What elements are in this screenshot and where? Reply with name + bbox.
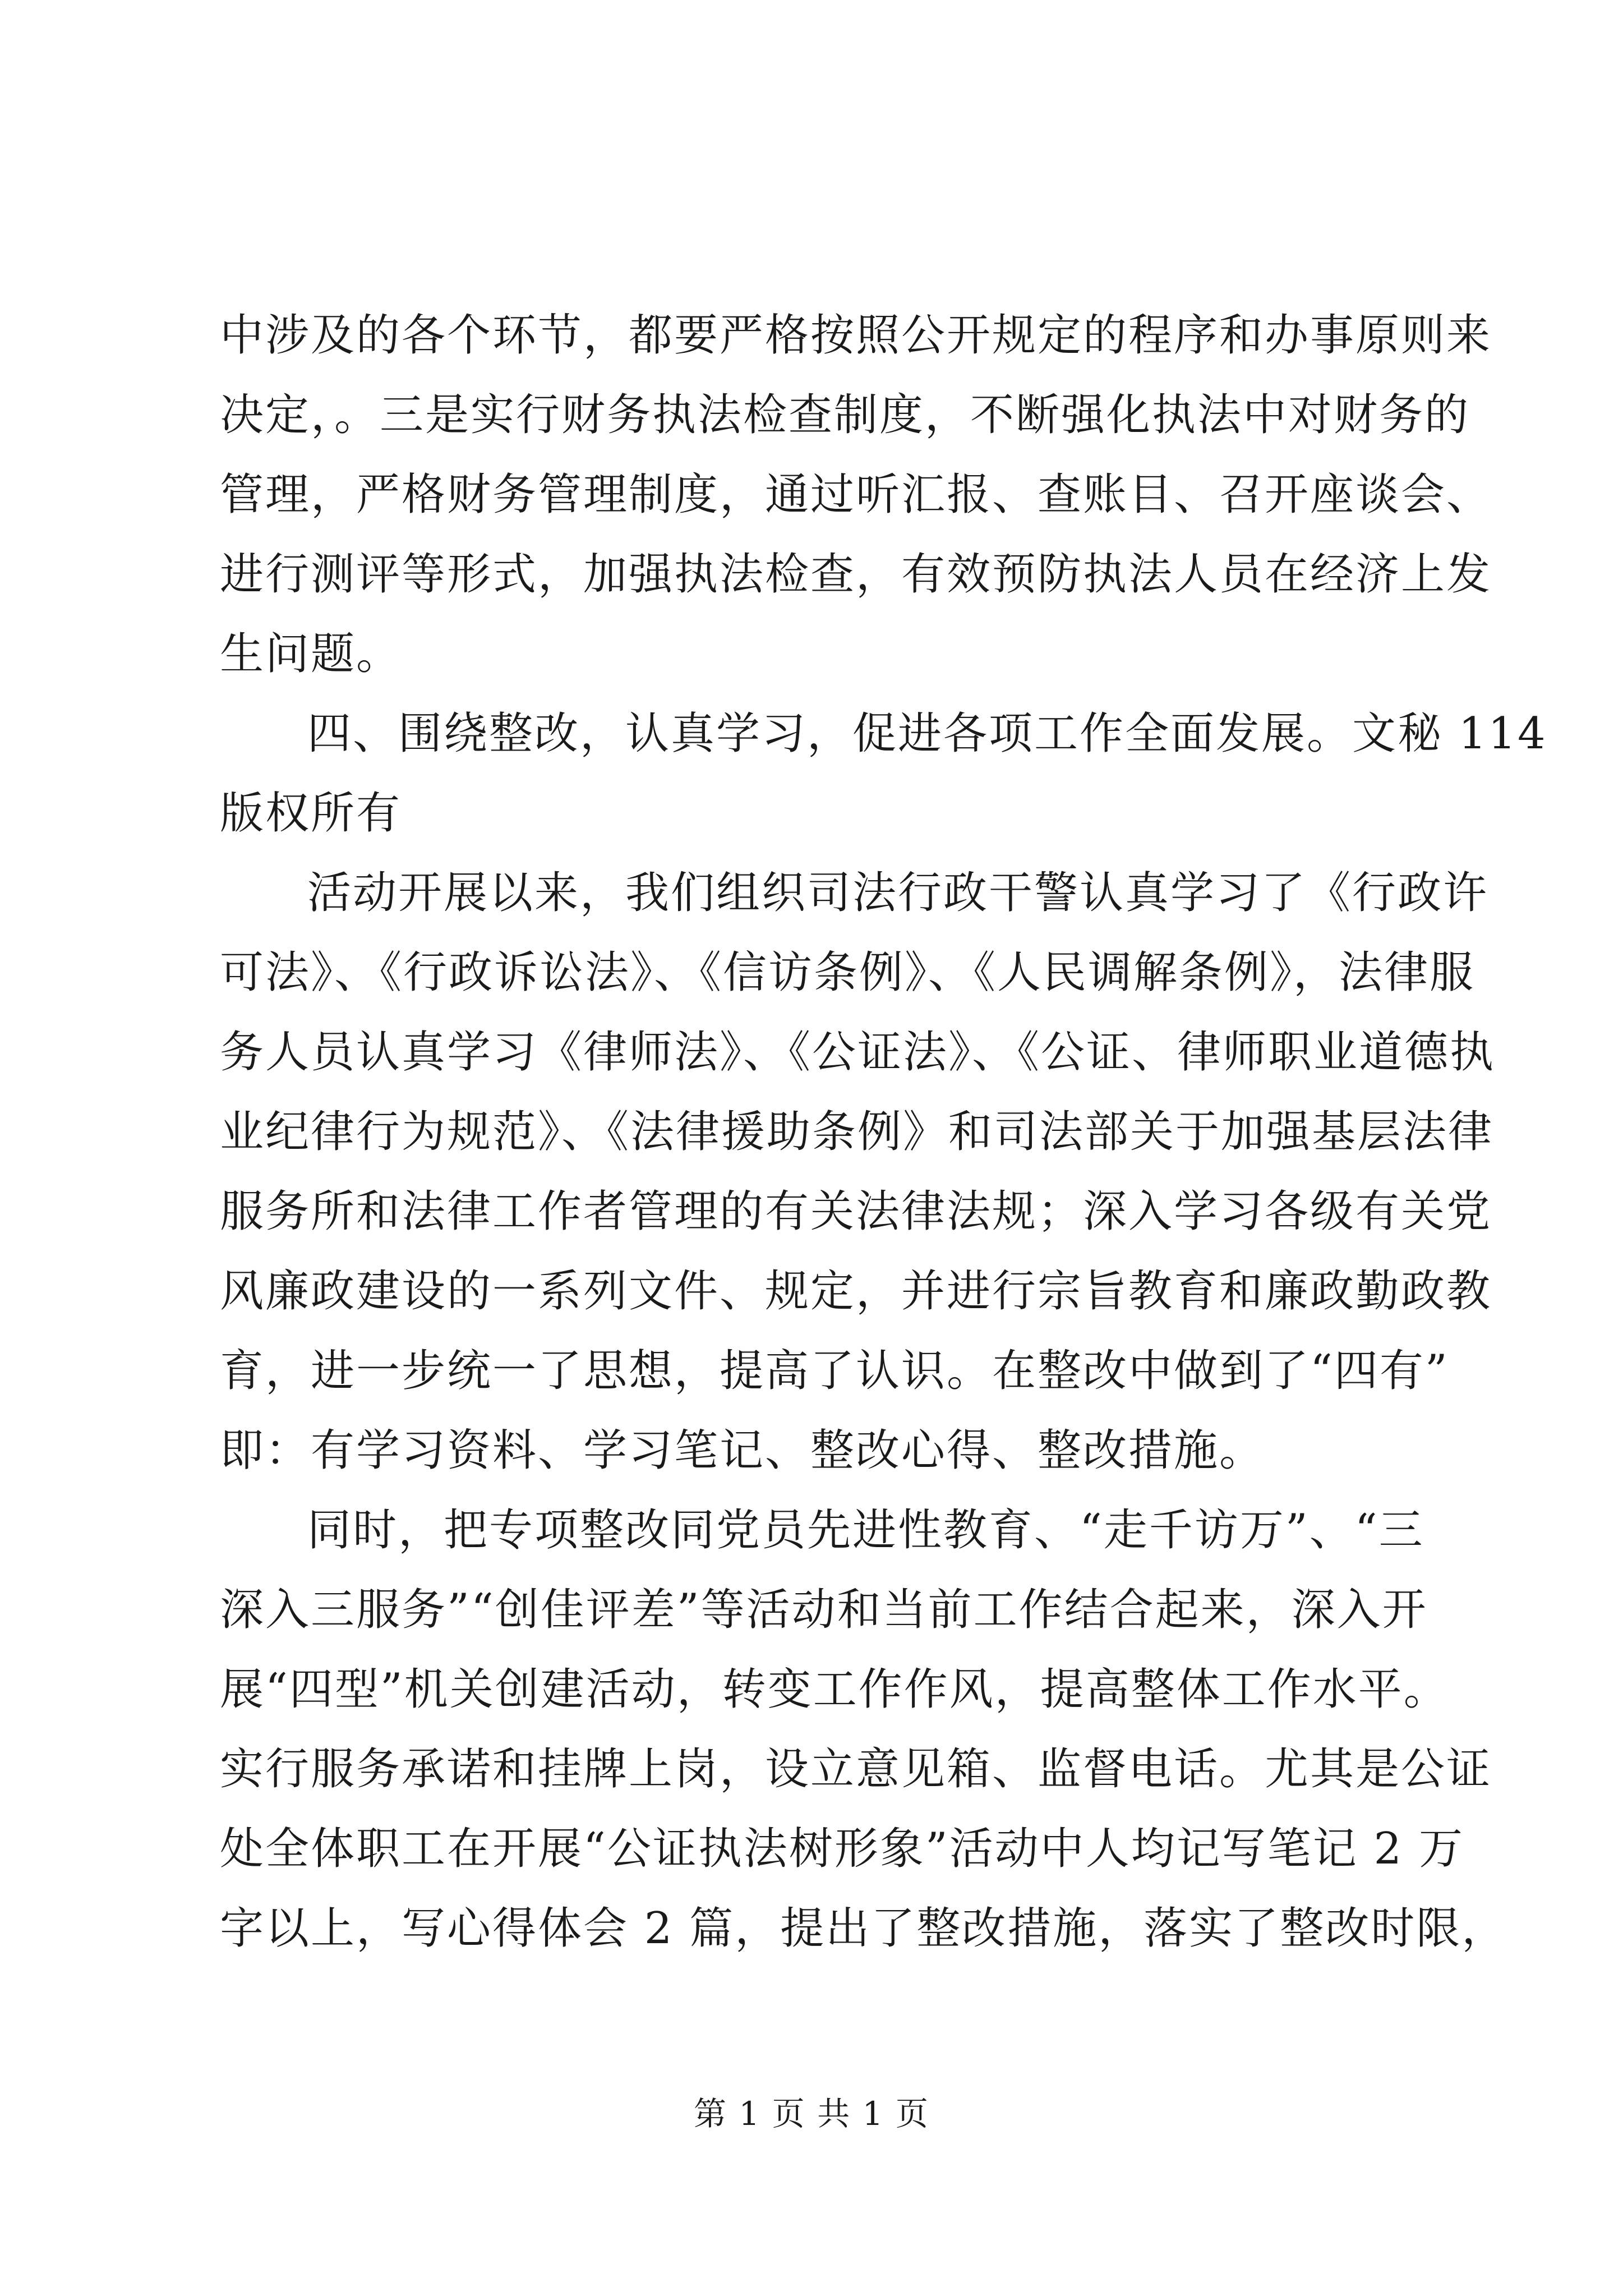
paragraph2-line-3: 展“四型”机关创建活动，转变工作作风，提高整体工作水平。 <box>220 1664 1449 1715</box>
paragraph2-line-1: 同时，把专项整改同党员先进性教育、“走千访万”、“三 <box>307 1505 1424 1556</box>
paragraph-line-1: 活动开展以来，我们组织司法行政干警认真学习了《行政许 <box>307 868 1489 918</box>
paragraph-line-4: 业纪律行为规范》、《法律援助条例》和司法部关于加强基层法律 <box>220 1107 1494 1157</box>
paragraph-line-3: 务人员认真学习《律师法》、《公证法》、《公证、律师职业道德执 <box>220 1027 1496 1078</box>
section-heading-line-1: 四、围绕整改，认真学习，促进各项工作全面发展。文秘 114 <box>307 708 1547 759</box>
paragraph-line-8: 即：有学习资料、学习笔记、整改心得、整改措施。 <box>220 1425 1265 1476</box>
paragraph-line-5: 服务所和法律工作者管理的有关法律法规；深入学习各级有关党 <box>220 1186 1492 1237</box>
body-line-4: 进行测评等形式，加强执法检查，有效预防执法人员在经济上发 <box>220 549 1492 600</box>
body-line-2: 决定，。三是实行财务执法检查制度，不断强化执法中对财务的 <box>220 390 1470 440</box>
paragraph2-line-6: 字以上，写心得体会 2 篇，提出了整改措施，落实了整改时限， <box>220 1903 1507 1954</box>
paragraph-line-6: 风廉政建设的一系列文件、规定，并进行宗旨教育和廉政勤政教 <box>220 1266 1492 1317</box>
body-line-5: 生问题。 <box>220 629 402 679</box>
page-number-footer: 第 1 页 共 1 页 <box>694 2095 929 2133</box>
paragraph-line-2: 可法》、《行政诉讼法》、《信访条例》、《人民调解条例》，法律服 <box>220 947 1476 998</box>
body-line-3: 管理，严格财务管理制度，通过听汇报、查账目、召开座谈会、 <box>220 470 1492 520</box>
paragraph-line-7: 育，进一步统一了思想，提高了认识。在整改中做到了“四有” <box>220 1346 1449 1396</box>
body-line-1: 中涉及的各个环节，都要严格按照公开规定的程序和办事原则来 <box>220 310 1492 361</box>
paragraph2-line-5: 处全体职工在开展“公证执法树形象”活动中人均记写笔记 2 万 <box>220 1824 1464 1874</box>
paragraph2-line-4: 实行服务承诺和挂牌上岗，设立意见箱、监督电话。尤其是公证 <box>220 1744 1492 1795</box>
paragraph2-line-2: 深入三服务”“创佳评差”等活动和当前工作结合起来，深入开 <box>220 1585 1428 1635</box>
section-heading-line-2: 版权所有 <box>220 788 402 839</box>
